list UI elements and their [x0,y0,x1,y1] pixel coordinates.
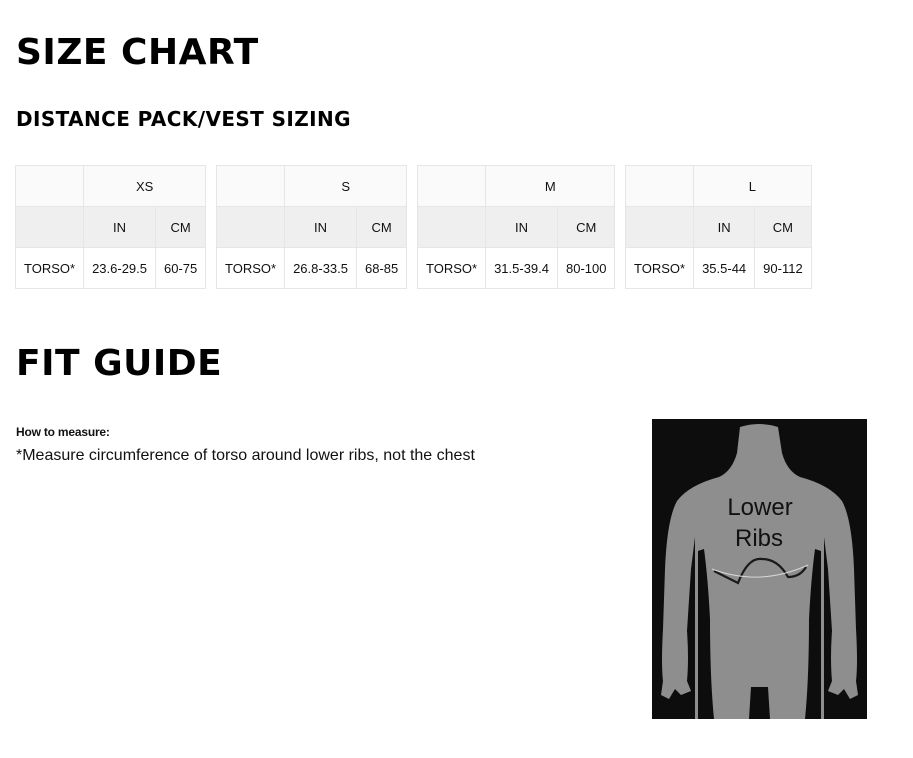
size-header: L [694,166,812,207]
diagram-label-ribs: Ribs [734,525,784,552]
unit-in-header: IN [285,207,357,248]
header-blank [626,166,694,207]
unit-cm-header: CM [357,207,407,248]
unit-in-header: IN [84,207,156,248]
header-blank [418,166,486,207]
size-header: S [285,166,407,207]
torso-diagram [652,419,867,719]
fit-guide-title: FIT GUIDE [16,343,223,384]
unit-in-header: IN [486,207,558,248]
unit-cm-header: CM [156,207,206,248]
measure-instruction: *Measure circumference of torso around lower ribs, not the chest [16,447,475,464]
body-silhouette [661,424,858,719]
size-table-m [417,165,615,289]
size-chart-title: SIZE CHART [16,32,259,73]
value-cm: 80-100 [558,248,615,289]
value-in: 31.5-39.4 [486,248,558,289]
unit-blank [626,207,694,248]
row-label: TORSO* [16,248,84,289]
value-cm: 60-75 [156,248,206,289]
row-label: TORSO* [626,248,694,289]
value-in: 26.8-33.5 [285,248,357,289]
unit-cm-header: CM [558,207,615,248]
value-cm: 90-112 [755,248,812,289]
unit-in-header: IN [694,207,755,248]
value-in: 23.6-29.5 [84,248,156,289]
row-label: TORSO* [217,248,285,289]
header-blank [16,166,84,207]
row-label: TORSO* [418,248,486,289]
value-in: 35.5-44 [694,248,755,289]
size-table-l [625,165,812,289]
torso-figure [652,419,867,719]
header-blank [217,166,285,207]
diagram-label-lower: Lower [727,494,793,521]
size-header: XS [84,166,206,207]
size-header: M [486,166,615,207]
unit-cm-header: CM [755,207,812,248]
sizing-subtitle: DISTANCE PACK/VEST SIZING [16,107,351,131]
unit-blank [217,207,285,248]
unit-blank [418,207,486,248]
size-table-xs [15,165,206,289]
size-table-s [216,165,407,289]
value-cm: 68-85 [357,248,407,289]
unit-blank [16,207,84,248]
how-to-measure-label: How to measure: [16,425,110,439]
